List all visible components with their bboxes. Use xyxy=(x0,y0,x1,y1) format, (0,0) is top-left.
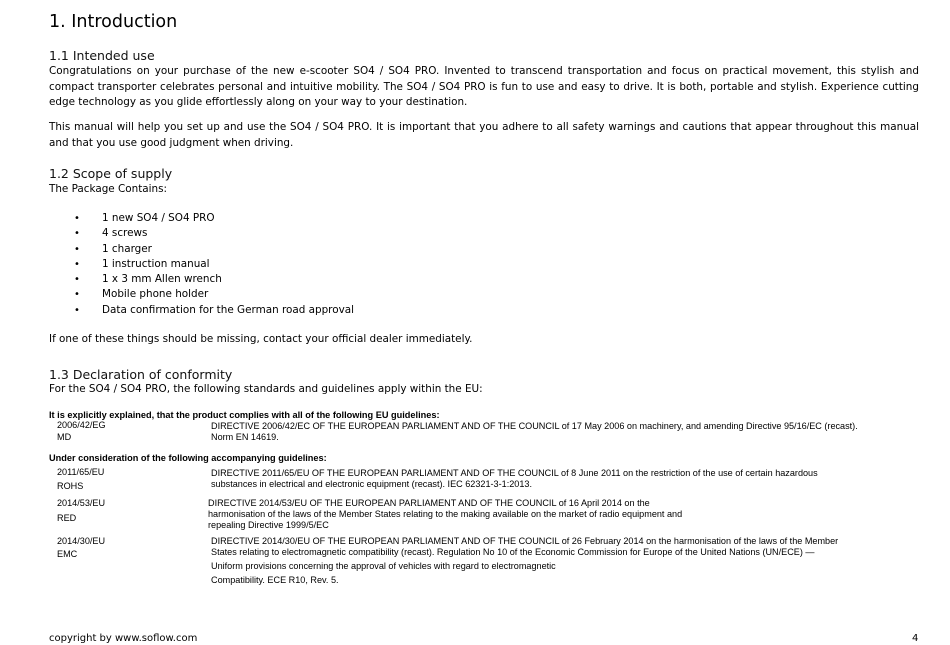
bullet-icon: • xyxy=(74,289,80,301)
directive-text: DIRECTIVE 2014/30/EU OF THE EUROPEAN PARLIAMENT AND OF THE COUNCIL of 26 February 2014 on the harmonisation of the laws of the Member xyxy=(211,536,839,546)
bullet-icon: • xyxy=(74,243,80,255)
directive-text: DIRECTIVE 2011/65/EU OF THE EUROPEAN PARLIAMENT AND OF THE COUNCIL of 8 June 2011 on the restriction of the use of certain hazardous xyxy=(211,468,818,478)
directive-text: DIRECTIVE 2014/53/EU OF THE EUROPEAN PARLIAMENT AND OF THE COUNCIL of 16 April 2014 on the xyxy=(208,498,650,508)
directive-code: 2014/53/EU xyxy=(57,498,106,508)
bullet-icon: • xyxy=(74,304,80,316)
directive-code: 2006/42/EG xyxy=(57,420,106,430)
directive-abbr: EMC xyxy=(57,549,78,559)
directive-text: harmonisation of the laws of the Member States relating to the making available on the market of radio equipment and xyxy=(208,509,683,519)
intended-use-paragraph-1: Congratulations on your purchase of the new e-scooter SO4 / SO4 PRO. Invented to transcend transportation and focus on practical movement, this stylish and compact transporter celebrates personal and intuitive mobility. The SO4 / SO4 PRO is fun to use and easy to drive. It is both, portable and stylish. Experience cutting edge technology as you glide effortlessly along on your way to your destination. xyxy=(49,65,919,108)
bullet-icon: • xyxy=(74,228,80,240)
directive-abbr: MD xyxy=(57,432,72,442)
list-item: • 1 x 3 mm Allen wrench xyxy=(49,272,354,287)
section-title-declaration-of-conformity: 1.3 Declaration of conformity xyxy=(49,367,233,382)
directive-text: States relating to electromagnetic compatibility (recast). Regulation No 10 of the Economic Commission for Europe of the United Nations (UN/ECE) — xyxy=(211,547,815,557)
directive-text: Uniform provisions concerning the approval of vehicles with regard to electromagnetic xyxy=(211,561,556,571)
section-title-scope-of-supply: 1.2 Scope of supply xyxy=(49,166,173,181)
missing-items-note: If one of these things should be missing, contact your official dealer immediately. xyxy=(49,333,473,345)
accompanying-guidelines-heading: Under consideration of the following accompanying guidelines: xyxy=(49,453,327,463)
list-item: • 1 new SO4 / SO4 PRO xyxy=(49,211,354,226)
list-item: • Data confirmation for the German road approval xyxy=(49,303,354,318)
intended-use-paragraph-2: This manual will help you set up and use the SO4 / SO4 PRO. It is important that you adhere to all safety warnings and cautions that appear throughout this manual and that you use good judgment when driving. xyxy=(49,121,919,149)
directive-code: 2011/65/EU xyxy=(57,467,105,477)
footer-copyright: copyright by www.soflow.com xyxy=(49,633,198,644)
bullet-icon: • xyxy=(74,213,80,224)
directive-code: 2014/30/EU xyxy=(57,536,106,546)
bullet-icon: • xyxy=(74,258,80,270)
page-number: 4 xyxy=(912,633,919,644)
directive-abbr: ROHS xyxy=(57,481,84,491)
list-item: • 4 screws xyxy=(49,226,354,241)
explicit-guidelines-heading: It is explicitly explained, that the product complies with all of the following EU guidelines: xyxy=(49,410,440,420)
package-intro: The Package Contains: xyxy=(49,183,168,195)
list-item: • Mobile phone holder xyxy=(49,287,354,302)
directive-text: substances in electrical and electronic equipment (recast). IEC 62321-3-1:2013. xyxy=(211,479,532,489)
directive-text: Compatibility. ECE R10, Rev. 5. xyxy=(211,575,339,585)
directive-text: Norm EN 14619. xyxy=(211,432,279,442)
package-list xyxy=(49,211,354,318)
conformity-intro: For the SO4 / SO4 PRO, the following standards and guidelines apply within the EU: xyxy=(49,383,483,395)
page-title: 1. Introduction xyxy=(49,12,178,32)
list-item: • 1 instruction manual xyxy=(49,257,354,272)
bullet-icon: • xyxy=(74,274,80,286)
directive-abbr: RED xyxy=(57,513,77,523)
directive-text: repealing Directive 1999/5/EC xyxy=(208,520,329,530)
list-item: • 1 charger xyxy=(49,242,354,257)
section-title-intended-use: 1.1 Intended use xyxy=(49,48,155,63)
directive-text: DIRECTIVE 2006/42/EC OF THE EUROPEAN PARLIAMENT AND OF THE COUNCIL of 17 May 2006 on machinery, and amending Directive 95/16/EC (recast). xyxy=(211,421,858,431)
